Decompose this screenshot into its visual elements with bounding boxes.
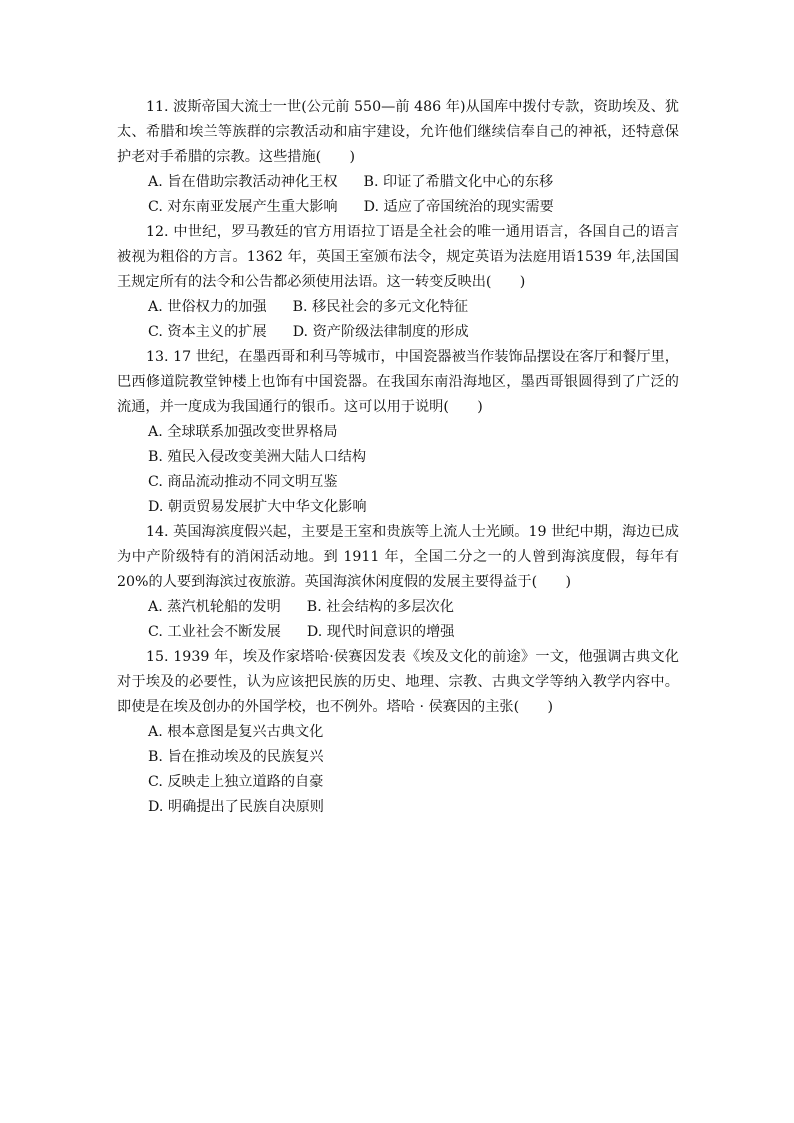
question-14-option-b[interactable]: B. 社会结构的多层次化 <box>306 599 454 615</box>
question-15-option-b[interactable]: B. 旨在推动埃及的民族复兴 <box>148 749 324 765</box>
question-12-option-d[interactable]: D. 资产阶级法律制度的形成 <box>292 324 469 340</box>
option-row <box>148 320 679 345</box>
question-11-options <box>117 170 679 220</box>
question-11-option-a[interactable]: A. 旨在借助宗教活动神化王权 <box>148 174 338 190</box>
question-15-option-a[interactable]: A. 根本意图是复兴古典文化 <box>148 724 324 740</box>
exam-page <box>117 95 679 820</box>
question-15-option-c[interactable]: C. 反映走上独立道路的自豪 <box>148 774 324 790</box>
question-11 <box>117 95 679 220</box>
question-14 <box>117 520 679 645</box>
question-14-options <box>117 595 679 645</box>
question-11-option-d[interactable]: D. 适应了帝国统治的现实需要 <box>363 199 554 215</box>
question-14-stem: 14. 英国海滨度假兴起，主要是王室和贵族等上流人士光顾。19 世纪中期，海边已成为中产阶级特有的消闲活动地。到 1911 年，全国二分之一的人曾到海滨度假，每年有 20%的人要到海滨过夜旅游。英国海滨休闲度假的发展主要得益于( ) <box>117 524 679 590</box>
question-13 <box>117 345 679 520</box>
question-13-option-d[interactable]: D. 朝贡贸易发展扩大中华文化影响 <box>148 499 367 515</box>
question-12-option-b[interactable]: B. 移民社会的多元文化特征 <box>292 299 469 315</box>
question-11-option-b[interactable]: B. 印证了希腊文化中心的东移 <box>363 174 554 190</box>
question-15 <box>117 645 679 820</box>
question-15-stem: 15. 1939 年，埃及作家塔哈·侯赛因发表《埃及文化的前途》一文，他强调古典文化对于埃及的必要性，认为应该把民族的历史、地理、宗教、古典文学等纳入教学内容中。即使是在埃及创办的外国学校，也不例外。塔哈 · 侯赛因的主张( ) <box>117 649 679 715</box>
question-12-option-a[interactable]: A. 世俗权力的加强 <box>148 299 267 315</box>
option-row <box>148 295 679 320</box>
question-14-option-c[interactable]: C. 工业社会不断发展 <box>148 624 281 640</box>
question-15-options <box>117 720 679 820</box>
question-11-stem: 11. 波斯帝国大流士一世(公元前 550—前 486 年)从国库中拨付专款，资助埃及、犹太、希腊和埃兰等族群的宗教活动和庙宇建设，允许他们继续信奉自己的神祇，还特意保护老对手希腊的宗教。这些措施( ) <box>117 99 679 165</box>
option-row <box>148 595 679 620</box>
question-12-option-c[interactable]: C. 资本主义的扩展 <box>148 324 267 340</box>
question-13-option-c[interactable]: C. 商品流动推动不同文明互鉴 <box>148 474 338 490</box>
option-row <box>148 620 679 645</box>
question-12-options <box>117 295 679 345</box>
question-14-option-d[interactable]: D. 现代时间意识的增强 <box>306 624 455 640</box>
question-12 <box>117 220 679 345</box>
question-15-option-d[interactable]: D. 明确提出了民族自决原则 <box>148 799 324 815</box>
option-row <box>148 195 679 220</box>
question-11-option-c[interactable]: C. 对东南亚发展产生重大影响 <box>148 199 338 215</box>
question-14-option-a[interactable]: A. 蒸汽机轮船的发明 <box>148 599 281 615</box>
question-13-options <box>117 420 679 520</box>
question-13-stem: 13. 17 世纪，在墨西哥和利马等城市，中国瓷器被当作装饰品摆设在客厅和餐厅里，巴西修道院教堂钟楼上也饰有中国瓷器。在我国东南沿海地区，墨西哥银圆得到了广泛的流通，并一度成为我国通行的银币。这可以用于说明( ) <box>117 349 679 415</box>
option-row <box>148 170 679 195</box>
question-13-option-b[interactable]: B. 殖民入侵改变美洲大陆人口结构 <box>148 449 367 465</box>
question-13-option-a[interactable]: A. 全球联系加强改变世界格局 <box>148 424 338 440</box>
question-12-stem: 12. 中世纪，罗马教廷的官方用语拉丁语是全社会的唯一通用语言，各国自己的语言被视为粗俗的方言。1362 年，英国王室颁布法令，规定英语为法庭用语1539 年,法国国王规定所有的法令和公告都必须使用法语。这一转变反映出( ) <box>117 224 679 290</box>
